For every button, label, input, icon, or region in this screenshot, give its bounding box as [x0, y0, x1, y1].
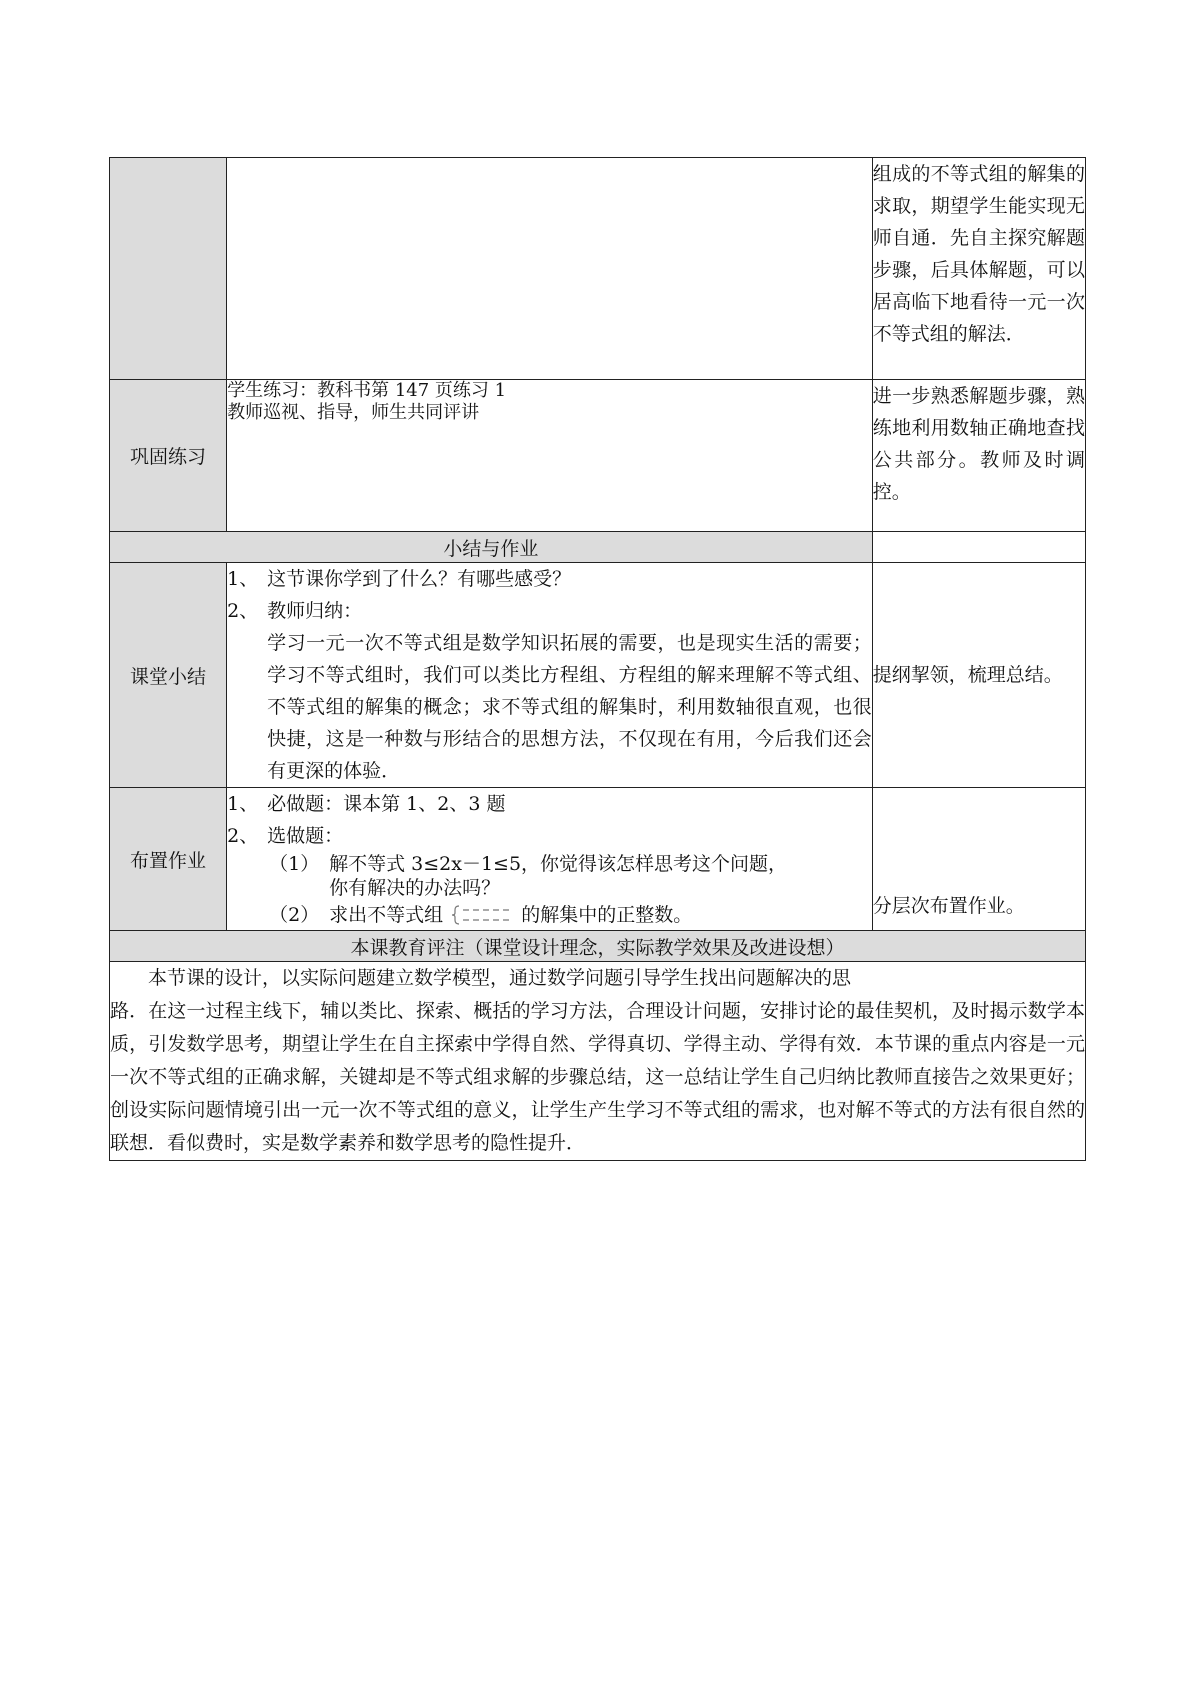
design-note-consolidation: 进一步熟悉解题步骤，熟练地利用数轴正确地查找公共部分。教师及时调控。	[872, 380, 1085, 532]
homework-sub-1-cont-row	[227, 876, 872, 900]
row-evaluation	[110, 962, 1086, 1161]
homework-sub-2	[227, 900, 872, 930]
homework-sub-2-number: （2）	[269, 904, 320, 926]
design-note-continuation: 组成的不等式组的解集的求取，期望学生能实现无师自通．先自主探究解题步骤，后具体解题，可以居高临下地看待一元一次不等式组的解法．	[872, 158, 1085, 380]
label-cell-empty	[110, 158, 227, 380]
summary-item-1	[227, 563, 872, 595]
homework-sub-1-number: （1）	[269, 853, 320, 875]
homework-sub-2-prefix: 求出不等式组	[329, 904, 444, 926]
homework-item-1-text: 必做题：课本第 1、2、3 题	[267, 793, 506, 815]
homework-content	[227, 788, 873, 931]
summary-item-2-number: 2、	[227, 600, 259, 622]
summary-item-2-text: 教师归纳：	[267, 600, 363, 622]
homework-item-2-text: 选做题：	[267, 825, 344, 847]
consolidation-line-1: 学生练习：教科书第 147 页练习 1	[227, 380, 507, 401]
row-summary-header	[110, 532, 1086, 563]
inequality-system-graphic	[451, 904, 513, 929]
homework-sub-1	[227, 852, 872, 876]
row-evaluation-header	[110, 931, 1086, 962]
design-note-homework: 分层次布置作业。	[872, 788, 1085, 931]
summary-item-2	[227, 595, 872, 627]
homework-item-2-number: 2、	[227, 825, 259, 847]
summary-item-1-text: 这节课你学到了什么？有哪些感受？	[267, 568, 572, 590]
row-consolidation	[110, 380, 1086, 532]
summary-paragraph: 学习一元一次不等式组是数学知识拓展的需要，也是现实生活的需要；学习不等式组时，我们可以类比方程组、方程组的解来理解不等式组、不等式组的解集的概念；求不等式组的解集时，利用数轴很直观，也很快捷，这是一种数与形结合的思想方法，不仅现在有用，今后我们还会有更深的体验．	[267, 632, 872, 782]
section-header-summary: 小结与作业	[110, 532, 873, 563]
design-note-class-summary: 提纲挈领，梳理总结。	[872, 563, 1085, 788]
summary-item-1-number: 1、	[227, 568, 259, 590]
section-label-class-summary: 课堂小结	[110, 563, 227, 788]
class-summary-content	[227, 563, 873, 788]
content-cell-empty	[227, 158, 873, 380]
row-continuation	[110, 158, 1086, 380]
homework-sub-2-line	[329, 900, 872, 930]
lesson-plan-table	[109, 157, 1086, 1161]
section-label-homework: 布置作业	[110, 788, 227, 931]
homework-sub-1-text: 解不等式 3≤2x－1≤5，你觉得该怎样思考这个问题，	[329, 853, 788, 875]
homework-item-2	[227, 820, 872, 852]
homework-item-1	[227, 788, 872, 820]
row-homework	[110, 788, 1086, 931]
evaluation-first-line: 本节课的设计，以实际问题建立数学模型，通过数学问题引导学生找出问题解决的思	[148, 967, 852, 989]
consolidation-line-2: 教师巡视、指导，师生共同评讲	[227, 402, 480, 423]
evaluation-content	[110, 962, 1086, 1161]
evaluation-rest: 路．在这一过程主线下，辅以类比、探索、概括的学习方法，合理设计问题，安排讨论的最佳契机，及时揭示数学本质，引发数学思考，期望让学生在自主探索中学得自然、学得真切、学得主动、学得有效．本节课的重点内容是一元一次不等式组的正确求解，关键却是不等式组求解的步骤总结，这一总结让学生自己归纳比教师直接告之效果更好；创设实际问题情境引出一元一次不等式组的意义，让学生产生学习不等式组的需求，也对解不等式的方法有很自然的联想．看似费时，实是数学素养和数学思考的隐性提升．	[110, 1000, 1085, 1154]
section-label-consolidation: 巩固练习	[110, 380, 227, 532]
homework-sub-2-suffix: 的解集中的正整数。	[521, 904, 693, 926]
row-class-summary	[110, 563, 1086, 788]
section-header-evaluation: 本课教育评注（课堂设计理念，实际教学效果及改进设想）	[110, 931, 1086, 962]
header-blank-cell	[872, 532, 1085, 563]
homework-sub-1-continuation: 你有解决的办法吗？	[329, 877, 501, 899]
consolidation-content	[227, 380, 873, 532]
homework-item-1-number: 1、	[227, 793, 259, 815]
